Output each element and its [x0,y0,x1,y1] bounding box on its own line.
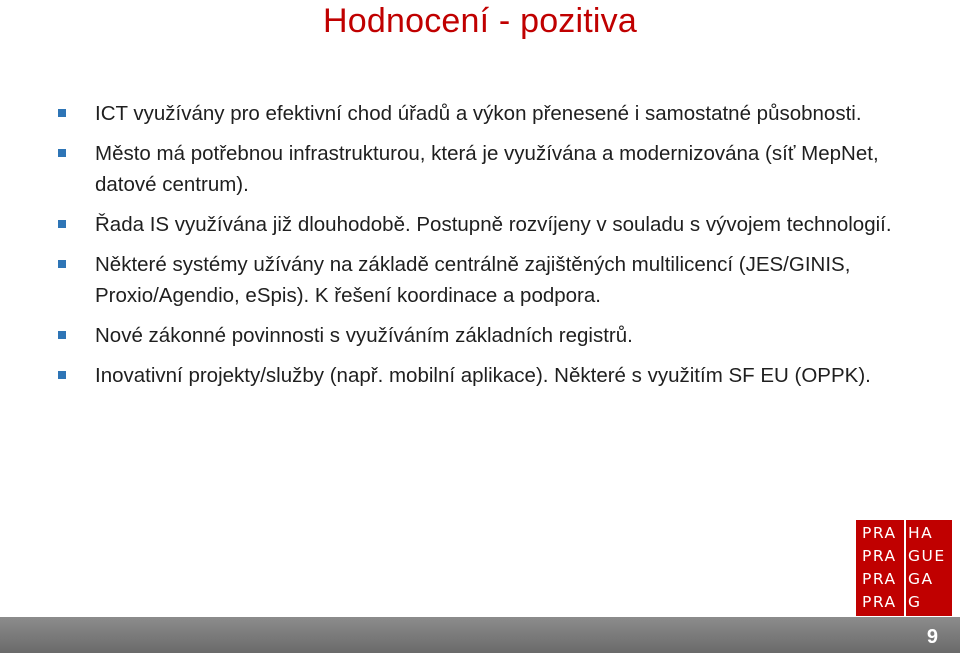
square-bullet-icon [58,220,66,228]
praha-logo [856,520,952,616]
square-bullet-icon [58,109,66,117]
bullet-list [58,98,918,401]
bullet-text: ICT využívány pro efektivní chod úřadů a výkon přenesené i samostatné působnosti. [95,102,862,125]
bullet-text: Inovativní projekty/služby (např. mobilní aplikace). Některé s využitím SF EU (OPPK). [95,364,871,387]
square-bullet-icon [58,149,66,157]
square-bullet-icon [58,260,66,268]
square-bullet-icon [58,331,66,339]
footer-band [0,617,960,653]
logo-left-column: PRA PRA PRA PRA [862,524,897,611]
bullet-text: Nové zákonné povinnosti s využíváním základních registrů. [95,324,633,347]
bullet-text: Řada IS využívána již dlouhodobě. Postupně rozvíjeny v souladu s vývojem technologií. [95,213,892,236]
bullet-item-legal-obligations [58,320,918,351]
bullet-item-innovative-projects [58,360,918,391]
page-number: 9 [926,626,938,648]
square-bullet-icon [58,371,66,379]
bullet-text: Město má potřebnou infrastrukturou, která je využívána a modernizována (síť MepNet, datové centrum). [95,142,879,196]
logo-divider [904,520,906,616]
bullet-item-information-systems [58,209,918,240]
bullet-item-ict-usage [58,98,918,129]
bullet-text: Některé systémy užívány na základě centrálně zajištěných multilicencí (JES/GINIS, Proxio/Agendio, eSpis). K řešení koordinace a podpora. [95,253,851,307]
bullet-item-multilicenses [58,249,918,311]
bullet-item-infrastructure [58,138,918,200]
logo-right-column: HA GUE GA G [908,524,946,611]
page-title: Hodnocení - pozitiva [323,2,637,40]
